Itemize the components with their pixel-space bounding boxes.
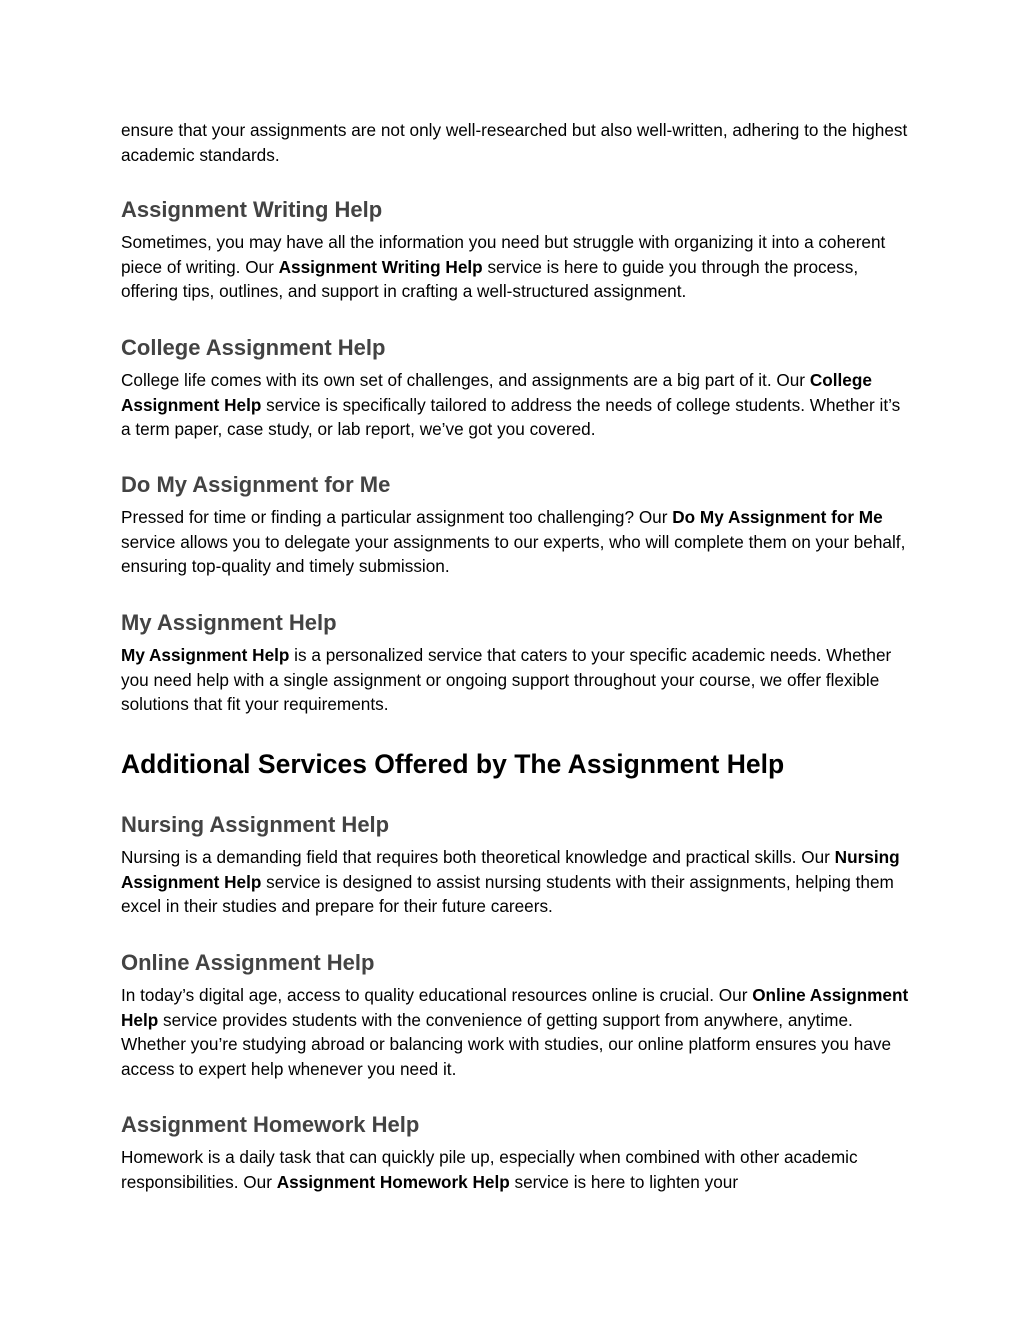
intro-section <box>121 118 911 167</box>
section-paragraph <box>121 845 911 919</box>
section-paragraph <box>121 368 911 442</box>
section-paragraph <box>121 1145 911 1194</box>
section-heading: Nursing Assignment Help <box>121 812 390 837</box>
paragraph-text: service is specifically tailored to address the needs of college students. Whether it’s a term paper, case study, or lab report, we’ve got you covered. <box>121 394 901 440</box>
section-assignment-homework-help <box>121 1111 911 1194</box>
section-heading: Online Assignment Help <box>121 950 375 975</box>
paragraph-text: service is here to lighten your <box>509 1171 739 1192</box>
paragraph-text: College life comes with its own set of challenges, and assignments are a big part of it. Our <box>121 370 810 390</box>
paragraph-bold-term: Assignment Writing Help <box>278 256 483 277</box>
intro-paragraph: ensure that your assignments are not only well-researched but also well-written, adhering to the highest academic standards. <box>121 120 908 165</box>
paragraph-text: Pressed for time or finding a particular assignment too challenging? Our <box>121 507 673 527</box>
paragraph-text: service is designed to assist nursing students with their assignments, helping them excel in their studies and prepare for their future careers. <box>121 871 894 917</box>
section-paragraph <box>121 643 911 717</box>
section-title: Additional Services Offered by The Assignment Help <box>121 749 785 779</box>
section-do-my-assignment <box>121 471 911 579</box>
section-heading: Assignment Homework Help <box>121 1112 420 1137</box>
paragraph-bold-term: Do My Assignment for Me <box>672 507 883 527</box>
paragraph-text: Homework is a daily task that can quickly pile up, especially when combined with other academic responsibilities. Our <box>121 1147 858 1192</box>
paragraph-text: Sometimes, you may have all the information you need but struggle with organizing it into a coherent piece of writing. Our <box>121 232 886 277</box>
paragraph-text: service is here to guide you through the process, offering tips, outlines, and support in crafting a well-structured assignment. <box>121 256 859 302</box>
paragraph-bold-term: My Assignment Help <box>121 645 290 665</box>
paragraph-bold-term: Online Assignment Help <box>121 985 909 1030</box>
section-paragraph <box>121 230 911 304</box>
section-my-assignment-help <box>121 609 911 717</box>
paragraph-bold-term: Nursing Assignment Help <box>121 847 900 892</box>
paragraph-text: service allows you to delegate your assignments to our experts, who will complete them on your behalf, ensuring top-quality and timely submission. <box>121 531 906 577</box>
paragraph-text: Nursing is a demanding field that requires both theoretical knowledge and practical skills. Our <box>121 847 835 867</box>
section-paragraph <box>121 983 911 1082</box>
paragraph-bold-term: College Assignment Help <box>121 370 872 415</box>
paragraph-text: service provides students with the convenience of getting support from anywhere, anytime. Whether you’re studying abroad or balancing work with studies, our online platform ensures you have access to expert help whenever you need it. <box>121 1009 892 1080</box>
section-online-assignment-help <box>121 949 911 1082</box>
section-assignment-writing-help <box>121 196 911 304</box>
paragraph-text: In today’s digital age, access to quality educational resources online is crucial. Our <box>121 985 753 1005</box>
section-heading: My Assignment Help <box>121 610 337 635</box>
paragraph-text: is a personalized service that caters to your specific academic needs. Whether you need help with a single assignment or ongoing support throughout your course, we offer flexible solutions that fit your requirements. <box>121 645 892 715</box>
paragraph-bold-term: Assignment Homework Help <box>276 1171 510 1192</box>
section-heading: Do My Assignment for Me <box>121 472 391 497</box>
section-college-assignment-help <box>121 334 911 442</box>
section-additional-services <box>121 748 911 780</box>
section-heading: College Assignment Help <box>121 335 386 360</box>
section-heading: Assignment Writing Help <box>121 197 383 222</box>
section-paragraph <box>121 505 911 579</box>
section-nursing-assignment-help <box>121 811 911 919</box>
